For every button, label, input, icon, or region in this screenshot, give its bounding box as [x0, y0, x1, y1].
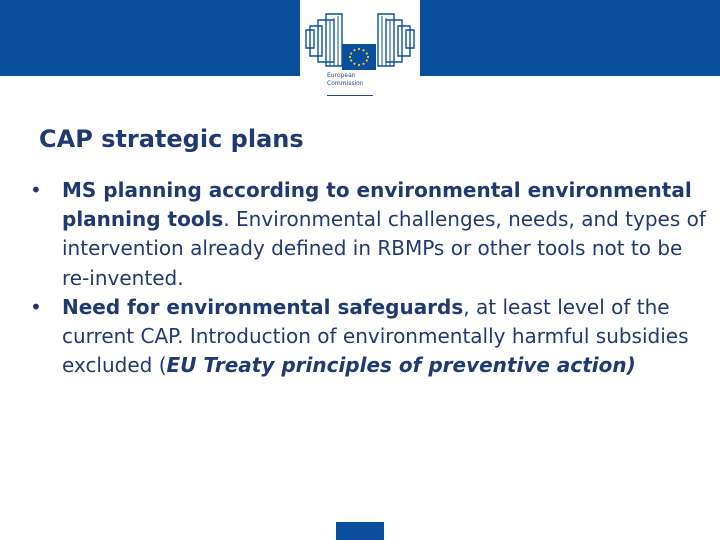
logo-caption [327, 72, 417, 88]
bullet-2-bold-italic: EU Treaty principles of preventive action) [166, 353, 636, 378]
footer-blue-block [336, 522, 384, 540]
logo-caption-line-1: European [327, 72, 356, 79]
bullet-2-bold-lead: Need for environmental safeguards [62, 294, 464, 319]
bullet-1-bold-lead: MS planning according to environmental environmental planning tools [62, 178, 692, 232]
bullet-dot-icon: • [30, 294, 42, 319]
slide-title: CAP strategic plans [39, 125, 304, 153]
bullet-dot-icon: • [30, 178, 42, 202]
bullet-list [30, 176, 710, 380]
logo-caption-line-2: Commission [327, 80, 364, 87]
bullet-item-2 [30, 293, 710, 381]
bullet-1-text: . Environmental challenges, needs, and types of intervention already defined in RBMPs or other tools not to be re-invented. [62, 207, 706, 290]
bullet-2-text: , at least level of the current CAP. Introduction of environmentally harmful subsidies excluded ( [62, 294, 689, 378]
european-commission-logo [300, 0, 420, 102]
logo-underline [327, 95, 373, 96]
bullet-item-1 [30, 176, 710, 293]
commission-building-icon [300, 0, 420, 72]
